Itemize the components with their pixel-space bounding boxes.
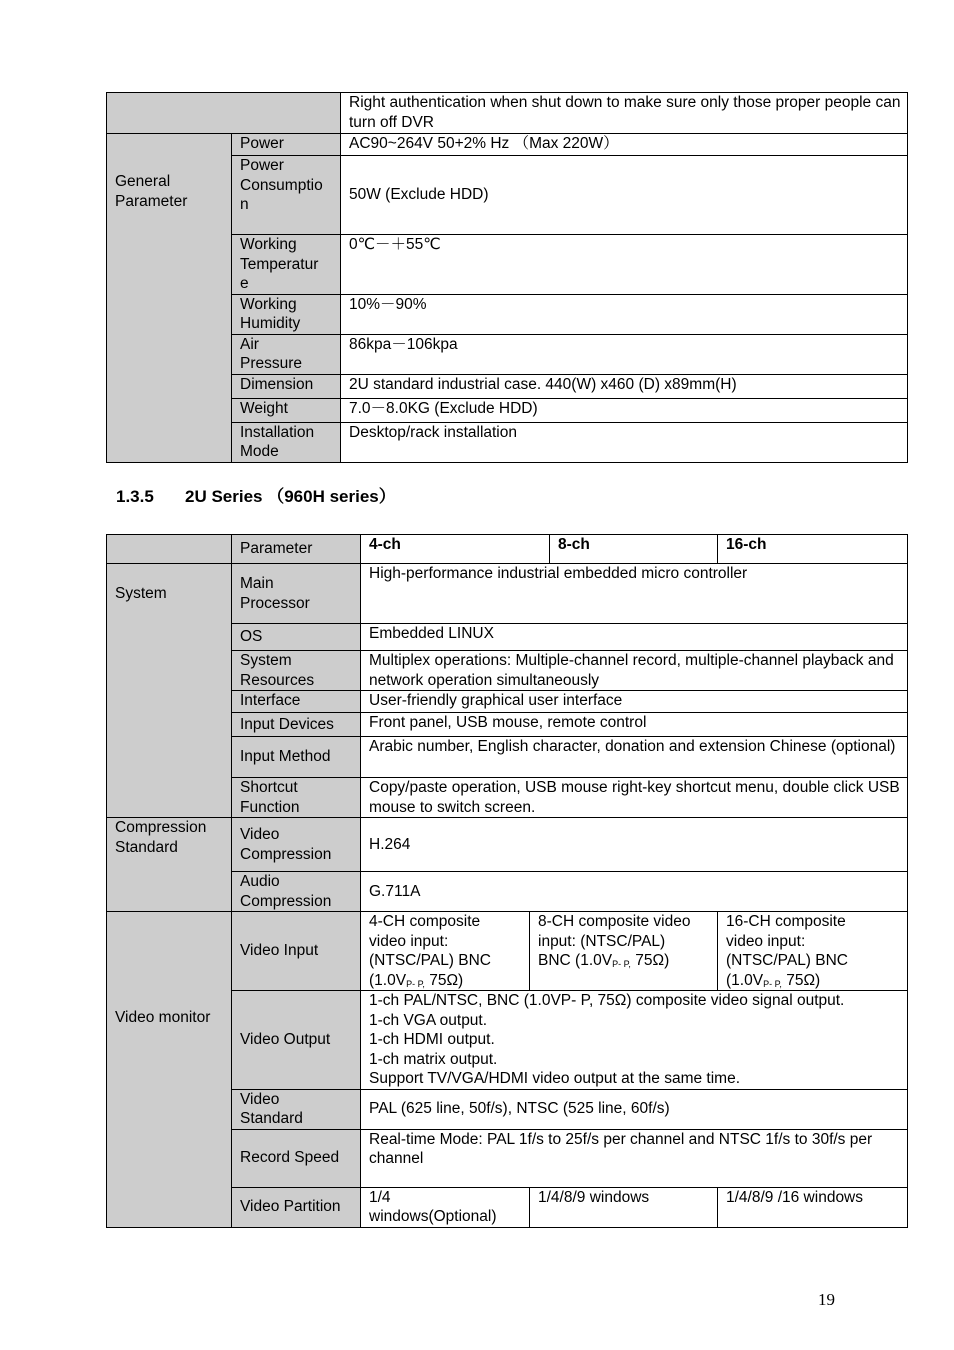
- group-video-monitor: Video monitor: [107, 912, 232, 1228]
- row-value: Copy/paste operation, USB mouse right-key shortcut menu, double click USB mouse to switch screen.: [361, 778, 908, 818]
- row-label: Interface: [232, 691, 361, 713]
- 960h-series-spec-table: [106, 534, 908, 1228]
- row-value: 0℃－＋55℃: [341, 235, 908, 295]
- row-label: Video Output: [232, 991, 361, 1090]
- row-label: Main Processor: [232, 564, 361, 624]
- row-label: Video Partition: [232, 1187, 361, 1227]
- row-value: High-performance industrial embedded micro controller: [361, 564, 908, 624]
- row-label: Working Humidity: [232, 294, 341, 334]
- row-value: User-friendly graphical user interface: [361, 691, 908, 713]
- header-8ch: 8-ch: [550, 535, 718, 564]
- row-label: Installation Mode: [232, 422, 341, 462]
- row-label: Video Input: [232, 912, 361, 991]
- row-value: Embedded LINUX: [361, 624, 908, 651]
- row-value: 10%－90%: [341, 294, 908, 334]
- row-value: Front panel, USB mouse, remote control: [361, 713, 908, 737]
- row-label: Shortcut Function: [232, 778, 361, 818]
- section-title: 2U Series （960H series）: [185, 487, 396, 506]
- row-label: Power: [232, 134, 341, 156]
- row-label: System Resources: [232, 651, 361, 691]
- row-label: Record Speed: [232, 1129, 361, 1187]
- video-input-16ch: 16-CH composite video input: (NTSC/PAL) BNC ($1.0V_{P- P,}$ 75Ω): [718, 912, 908, 991]
- row-label: Audio Compression: [232, 872, 361, 912]
- video-partition-16ch: 1/4/8/9 /16 windows: [718, 1187, 908, 1227]
- row-value: Real-time Mode: PAL 1f/s to 25f/s per channel and NTSC 1f/s to 30f/s per channel: [361, 1129, 908, 1187]
- row-value: AC90~264V 50+2% Hz （Max 220W）: [341, 134, 908, 156]
- row-value: Desktop/rack installation: [341, 422, 908, 462]
- general-parameter-table: [106, 92, 908, 463]
- group-compression-standard: Compression Standard: [107, 818, 232, 912]
- row-value: 1-ch PAL/NTSC, BNC (1.0VP- P, 75Ω) composite video signal output. 1-ch VGA output. 1-ch HDMI output. 1-ch matrix output. Support TV/VGA/HDMI video output at the same time.: [361, 991, 908, 1090]
- header-parameter: Parameter: [232, 535, 361, 564]
- row-label: OS: [232, 624, 361, 651]
- row-label: Weight: [232, 398, 341, 422]
- row-value: 50W (Exclude HDD): [341, 156, 908, 235]
- row-label: Power Consumptio n: [232, 156, 341, 235]
- video-input-4ch: 4-CH composite video input: (NTSC/PAL) BNC ($1.0V_{P- P,}$ 75Ω): [361, 912, 530, 991]
- video-input-8ch: 8-CH composite video input: (NTSC/PAL) BNC ($1.0V_{P- P,}$ 75Ω): [530, 912, 718, 991]
- blank-header-cell: [107, 535, 232, 564]
- section-heading: [116, 486, 396, 508]
- row-value: 86kpa－106kpa: [341, 334, 908, 374]
- row-label: Video Compression: [232, 818, 361, 872]
- shutdown-authentication-note: Right authentication when shut down to make sure only those proper people can turn off DVR: [341, 93, 908, 134]
- header-16ch: 16-ch: [718, 535, 908, 564]
- row-label: Air Pressure: [232, 334, 341, 374]
- page-number: 19: [818, 1290, 835, 1309]
- row-value: H.264: [361, 818, 908, 872]
- row-value: Arabic number, English character, donation and extension Chinese (optional): [361, 737, 908, 778]
- row-value: G.711A: [361, 872, 908, 912]
- header-4ch: 4-ch: [361, 535, 550, 564]
- row-label: Input Method: [232, 737, 361, 778]
- row-value: 7.0－8.0KG (Exclude HDD): [341, 398, 908, 422]
- row-label: Input Devices: [232, 713, 361, 737]
- group-system: System: [107, 564, 232, 818]
- row-label: Video Standard: [232, 1089, 361, 1129]
- blank-header-cell: [107, 93, 341, 134]
- row-value: 2U standard industrial case. 440(W) x460 (D) x89mm(H): [341, 374, 908, 398]
- row-value: PAL (625 line, 50f/s), NTSC (525 line, 60f/s): [361, 1089, 908, 1129]
- section-number: 1.3.5: [116, 487, 154, 506]
- video-partition-4ch: 1/4 windows(Optional): [361, 1187, 530, 1227]
- video-partition-8ch: 1/4/8/9 windows: [530, 1187, 718, 1227]
- group-general-parameter: General Parameter: [107, 134, 232, 463]
- row-label: Dimension: [232, 374, 341, 398]
- row-value: Multiplex operations: Multiple-channel record, multiple-channel playback and network operation simultaneously: [361, 651, 908, 691]
- row-label: Working Temperatur e: [232, 235, 341, 295]
